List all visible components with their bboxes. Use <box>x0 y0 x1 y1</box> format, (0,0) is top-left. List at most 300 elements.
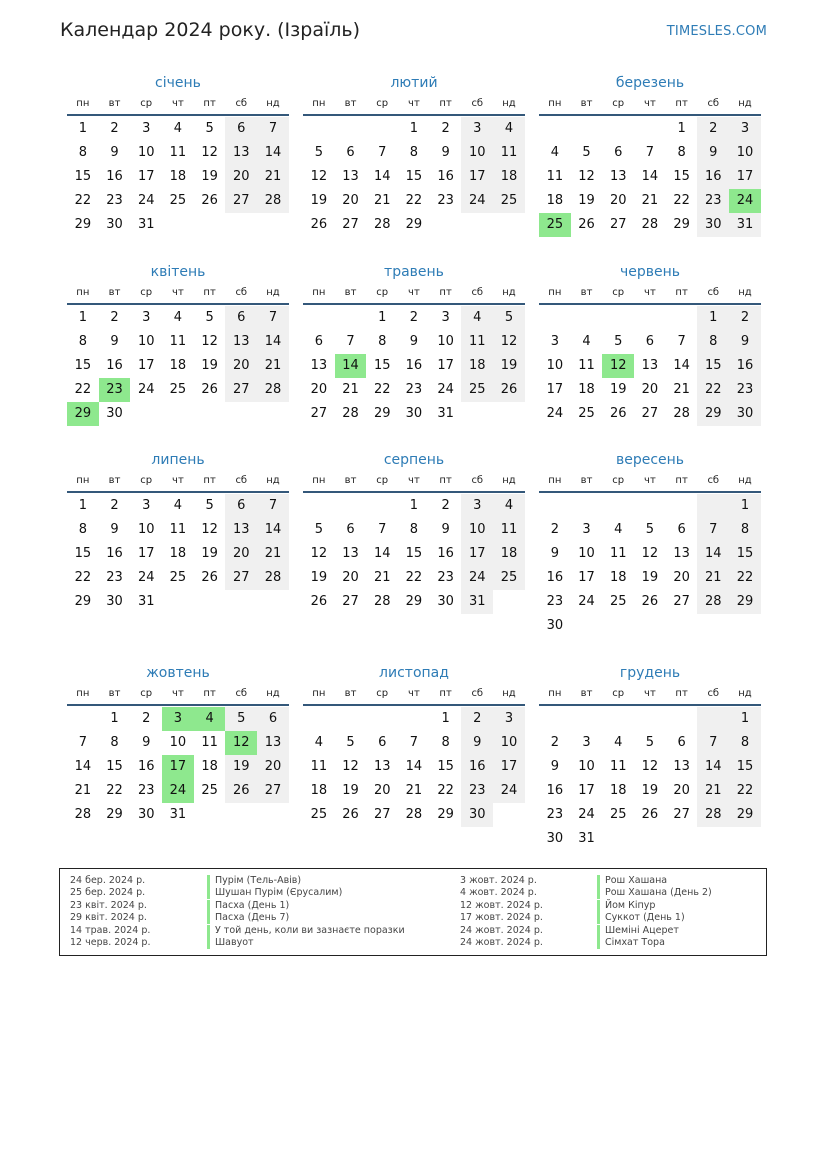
day-cell[interactable]: 18 <box>493 542 525 566</box>
day-cell[interactable]: 4 <box>173 121 183 136</box>
day-cell[interactable]: 26 <box>641 594 659 609</box>
day-cell[interactable]: 16 <box>697 165 729 189</box>
day-cell[interactable]: 4 <box>582 334 591 349</box>
day-cell[interactable]: 18 <box>169 546 187 561</box>
day-cell[interactable]: 22 <box>405 570 423 585</box>
day-cell[interactable]: 31 <box>461 590 493 614</box>
day-cell[interactable]: 9 <box>461 731 493 755</box>
day-cell[interactable]: 1 <box>378 310 387 325</box>
day-cell[interactable]: 3 <box>550 334 559 349</box>
site-link[interactable]: TIMESLES.COM <box>666 24 767 39</box>
day-cell[interactable]: 11 <box>310 759 328 774</box>
day-cell[interactable]: 31 <box>137 594 155 609</box>
day-cell[interactable]: 3 <box>729 117 761 141</box>
day-cell[interactable]: 24 <box>578 807 595 822</box>
day-cell[interactable]: 20 <box>373 783 391 798</box>
day-cell[interactable]: 24 <box>137 570 155 585</box>
day-cell[interactable]: 28 <box>697 803 729 827</box>
day-cell[interactable]: 23 <box>106 193 123 208</box>
day-cell[interactable]: 26 <box>225 779 257 803</box>
day-cell[interactable]: 27 <box>673 594 690 609</box>
day-cell[interactable]: 10 <box>546 358 564 373</box>
day-cell[interactable]: 17 <box>729 165 761 189</box>
day-cell[interactable]: 13 <box>342 169 359 184</box>
day-cell[interactable]: 18 <box>461 354 493 378</box>
day-cell[interactable]: 28 <box>257 189 289 213</box>
day-cell[interactable]: 16 <box>461 755 493 779</box>
day-cell[interactable]: 27 <box>342 594 359 609</box>
day-cell[interactable]: 7 <box>257 306 289 330</box>
day-cell[interactable]: 1 <box>78 310 87 325</box>
day-cell[interactable]: 30 <box>461 803 493 827</box>
day-cell[interactable]: 29 <box>697 402 729 426</box>
day-cell[interactable]: 19 <box>225 755 257 779</box>
day-cell[interactable]: 22 <box>74 193 92 208</box>
day-cell[interactable]: 6 <box>614 145 623 160</box>
day-cell[interactable]: 10 <box>137 334 155 349</box>
day-cell[interactable]: 8 <box>409 145 419 160</box>
day-cell[interactable]: 5 <box>645 522 655 537</box>
day-cell[interactable]: 16 <box>405 358 423 373</box>
day-cell[interactable]: 25 <box>169 570 187 585</box>
day-cell[interactable]: 7 <box>378 145 387 160</box>
day-cell[interactable]: 23 <box>137 783 155 798</box>
day-cell[interactable]: 5 <box>225 707 257 731</box>
day-cell[interactable]: 11 <box>493 518 525 542</box>
day-cell[interactable]: 12 <box>201 522 218 537</box>
day-cell[interactable]: 17 <box>137 546 155 561</box>
day-cell[interactable]: 24 <box>437 382 454 397</box>
day-cell[interactable]: 16 <box>546 783 564 798</box>
day-cell[interactable]: 8 <box>78 334 87 349</box>
day-cell[interactable]: 26 <box>578 217 595 232</box>
day-cell[interactable]: 21 <box>673 382 690 397</box>
day-cell[interactable]: 19 <box>201 358 218 373</box>
day-cell[interactable]: 2 <box>142 711 151 726</box>
day-cell[interactable]: 23 <box>405 382 423 397</box>
day-cell[interactable]: 19 <box>641 570 659 585</box>
day-cell[interactable]: 30 <box>546 831 564 846</box>
day-cell[interactable]: 25 <box>201 783 218 798</box>
day-cell[interactable]: 16 <box>106 358 123 373</box>
day-cell[interactable]: 2 <box>550 735 559 750</box>
day-cell[interactable]: 20 <box>225 165 257 189</box>
day-cell[interactable]: 21 <box>257 542 289 566</box>
day-cell[interactable]: 17 <box>162 755 194 779</box>
day-cell[interactable]: 15 <box>437 759 454 774</box>
day-cell[interactable]: 1 <box>110 711 119 726</box>
day-cell[interactable]: 20 <box>342 570 359 585</box>
day-cell[interactable]: 13 <box>342 546 359 561</box>
day-cell[interactable]: 16 <box>106 169 123 184</box>
day-cell[interactable]: 5 <box>205 310 214 325</box>
day-cell[interactable]: 21 <box>697 566 729 590</box>
day-cell[interactable]: 29 <box>373 406 391 421</box>
day-cell[interactable]: 28 <box>373 217 391 232</box>
day-cell[interactable]: 28 <box>697 590 729 614</box>
day-cell[interactable]: 15 <box>74 358 92 373</box>
day-cell[interactable]: 22 <box>729 779 761 803</box>
day-cell[interactable]: 18 <box>310 783 328 798</box>
day-cell[interactable]: 1 <box>729 494 761 518</box>
day-cell[interactable]: 26 <box>310 594 328 609</box>
day-cell[interactable]: 18 <box>169 169 187 184</box>
day-cell[interactable]: 17 <box>461 165 493 189</box>
day-cell[interactable]: 7 <box>677 334 686 349</box>
day-cell[interactable]: 9 <box>441 145 450 160</box>
day-cell[interactable]: 6 <box>677 522 686 537</box>
day-cell[interactable]: 31 <box>137 217 155 232</box>
day-cell[interactable]: 24 <box>137 382 155 397</box>
day-cell[interactable]: 25 <box>169 382 187 397</box>
day-cell[interactable]: 7 <box>697 731 729 755</box>
day-cell[interactable]: 1 <box>697 306 729 330</box>
day-cell[interactable]: 8 <box>78 145 87 160</box>
day-cell[interactable]: 3 <box>142 310 151 325</box>
day-cell[interactable]: 9 <box>729 330 761 354</box>
day-cell[interactable]: 23 <box>546 807 564 822</box>
day-cell[interactable]: 19 <box>310 570 328 585</box>
day-cell[interactable]: 2 <box>409 310 419 325</box>
day-cell[interactable]: 5 <box>314 522 323 537</box>
day-cell[interactable]: 16 <box>437 169 454 184</box>
day-cell[interactable]: 12 <box>201 334 218 349</box>
day-cell[interactable]: 13 <box>609 169 627 184</box>
day-cell[interactable]: 28 <box>641 217 659 232</box>
day-cell[interactable]: 18 <box>201 759 218 774</box>
day-cell[interactable]: 24 <box>729 189 761 213</box>
day-cell[interactable]: 16 <box>137 759 155 774</box>
day-cell[interactable]: 7 <box>645 145 655 160</box>
day-cell[interactable]: 17 <box>493 755 525 779</box>
day-cell[interactable]: 25 <box>310 807 328 822</box>
day-cell[interactable]: 2 <box>729 306 761 330</box>
day-cell[interactable]: 10 <box>169 735 187 750</box>
day-cell[interactable]: 22 <box>673 193 690 208</box>
day-cell[interactable]: 7 <box>409 735 419 750</box>
day-cell[interactable]: 22 <box>106 783 123 798</box>
day-cell[interactable]: 14 <box>257 518 289 542</box>
day-cell[interactable]: 29 <box>67 402 99 426</box>
day-cell[interactable]: 5 <box>205 121 214 136</box>
day-cell[interactable]: 6 <box>346 522 355 537</box>
day-cell[interactable]: 1 <box>409 121 419 136</box>
day-cell[interactable]: 17 <box>137 169 155 184</box>
day-cell[interactable]: 30 <box>106 217 123 232</box>
day-cell[interactable]: 1 <box>441 711 450 726</box>
day-cell[interactable]: 18 <box>546 193 564 208</box>
day-cell[interactable]: 3 <box>582 735 591 750</box>
day-cell[interactable]: 20 <box>609 193 627 208</box>
day-cell[interactable]: 3 <box>142 498 151 513</box>
day-cell[interactable]: 15 <box>74 546 92 561</box>
day-cell[interactable]: 20 <box>225 354 257 378</box>
day-cell[interactable]: 8 <box>78 522 87 537</box>
day-cell[interactable]: 26 <box>609 406 627 421</box>
day-cell[interactable]: 9 <box>110 145 119 160</box>
day-cell[interactable]: 26 <box>201 193 218 208</box>
day-cell[interactable]: 30 <box>137 807 155 822</box>
day-cell[interactable]: 6 <box>677 735 686 750</box>
day-cell[interactable]: 3 <box>493 707 525 731</box>
day-cell[interactable]: 16 <box>729 354 761 378</box>
day-cell[interactable]: 11 <box>169 334 187 349</box>
day-cell[interactable]: 28 <box>74 807 92 822</box>
day-cell[interactable]: 7 <box>697 518 729 542</box>
day-cell[interactable]: 6 <box>314 334 323 349</box>
day-cell[interactable]: 15 <box>729 542 761 566</box>
day-cell[interactable]: 27 <box>257 779 289 803</box>
day-cell[interactable]: 4 <box>173 498 183 513</box>
day-cell[interactable]: 5 <box>582 145 591 160</box>
day-cell[interactable]: 7 <box>378 522 387 537</box>
day-cell[interactable]: 29 <box>106 807 123 822</box>
day-cell[interactable]: 23 <box>437 570 454 585</box>
day-cell[interactable]: 30 <box>405 406 423 421</box>
day-cell[interactable]: 4 <box>493 117 525 141</box>
day-cell[interactable]: 27 <box>673 807 690 822</box>
day-cell[interactable]: 24 <box>461 189 493 213</box>
day-cell[interactable]: 2 <box>110 121 119 136</box>
day-cell[interactable]: 13 <box>373 759 391 774</box>
day-cell[interactable]: 6 <box>225 494 257 518</box>
day-cell[interactable]: 18 <box>609 570 627 585</box>
day-cell[interactable]: 21 <box>74 783 92 798</box>
day-cell[interactable]: 21 <box>697 779 729 803</box>
day-cell[interactable]: 25 <box>461 378 493 402</box>
day-cell[interactable]: 12 <box>310 169 328 184</box>
day-cell[interactable]: 11 <box>493 141 525 165</box>
day-cell[interactable]: 3 <box>441 310 450 325</box>
day-cell[interactable]: 14 <box>373 546 391 561</box>
day-cell[interactable]: 26 <box>493 378 525 402</box>
day-cell[interactable]: 20 <box>257 755 289 779</box>
day-cell[interactable]: 28 <box>257 566 289 590</box>
day-cell[interactable]: 5 <box>314 145 323 160</box>
day-cell[interactable]: 26 <box>201 570 218 585</box>
day-cell[interactable]: 6 <box>645 334 655 349</box>
day-cell[interactable]: 10 <box>493 731 525 755</box>
day-cell[interactable]: 10 <box>437 334 454 349</box>
day-cell[interactable]: 4 <box>314 735 323 750</box>
day-cell[interactable]: 11 <box>578 358 595 373</box>
day-cell[interactable]: 27 <box>609 217 627 232</box>
day-cell[interactable]: 14 <box>373 169 391 184</box>
day-cell[interactable]: 5 <box>493 306 525 330</box>
day-cell[interactable]: 29 <box>729 803 761 827</box>
day-cell[interactable]: 6 <box>378 735 387 750</box>
day-cell[interactable]: 8 <box>697 330 729 354</box>
day-cell[interactable]: 19 <box>641 783 659 798</box>
day-cell[interactable]: 29 <box>673 217 690 232</box>
day-cell[interactable]: 9 <box>142 735 151 750</box>
day-cell[interactable]: 21 <box>405 783 423 798</box>
day-cell[interactable]: 23 <box>461 779 493 803</box>
day-cell[interactable]: 21 <box>342 382 359 397</box>
day-cell[interactable]: 2 <box>441 498 450 513</box>
day-cell[interactable]: 22 <box>74 570 92 585</box>
day-cell[interactable]: 20 <box>673 783 690 798</box>
day-cell[interactable]: 18 <box>609 783 627 798</box>
day-cell[interactable]: 8 <box>677 145 686 160</box>
day-cell[interactable]: 23 <box>729 378 761 402</box>
day-cell[interactable]: 4 <box>194 707 226 731</box>
day-cell[interactable]: 1 <box>78 121 87 136</box>
day-cell[interactable]: 6 <box>225 117 257 141</box>
day-cell[interactable]: 1 <box>729 707 761 731</box>
day-cell[interactable]: 7 <box>257 117 289 141</box>
day-cell[interactable]: 5 <box>346 735 355 750</box>
day-cell[interactable]: 29 <box>729 590 761 614</box>
day-cell[interactable]: 31 <box>169 807 187 822</box>
day-cell[interactable]: 19 <box>342 783 359 798</box>
day-cell[interactable]: 25 <box>609 807 627 822</box>
day-cell[interactable]: 31 <box>437 406 454 421</box>
day-cell[interactable]: 17 <box>578 783 595 798</box>
day-cell[interactable]: 27 <box>225 189 257 213</box>
day-cell[interactable]: 23 <box>697 189 729 213</box>
day-cell[interactable]: 9 <box>409 334 419 349</box>
day-cell[interactable]: 14 <box>697 755 729 779</box>
day-cell[interactable]: 22 <box>697 378 729 402</box>
day-cell[interactable]: 8 <box>729 731 761 755</box>
day-cell[interactable]: 23 <box>99 378 131 402</box>
day-cell[interactable]: 26 <box>342 807 359 822</box>
day-cell[interactable]: 21 <box>257 354 289 378</box>
day-cell[interactable]: 14 <box>257 141 289 165</box>
day-cell[interactable]: 5 <box>614 334 623 349</box>
day-cell[interactable]: 9 <box>550 546 559 561</box>
day-cell[interactable]: 24 <box>546 406 564 421</box>
day-cell[interactable]: 22 <box>74 382 92 397</box>
day-cell[interactable]: 1 <box>409 498 419 513</box>
day-cell[interactable]: 18 <box>169 358 187 373</box>
day-cell[interactable]: 31 <box>578 831 595 846</box>
day-cell[interactable]: 12 <box>602 354 634 378</box>
day-cell[interactable]: 9 <box>697 141 729 165</box>
day-cell[interactable]: 30 <box>546 618 564 633</box>
day-cell[interactable]: 10 <box>729 141 761 165</box>
day-cell[interactable]: 8 <box>441 735 450 750</box>
day-cell[interactable]: 11 <box>169 522 187 537</box>
day-cell[interactable]: 23 <box>437 193 454 208</box>
day-cell[interactable]: 28 <box>673 406 690 421</box>
day-cell[interactable]: 27 <box>373 807 391 822</box>
day-cell[interactable]: 10 <box>137 522 155 537</box>
day-cell[interactable]: 29 <box>74 594 92 609</box>
day-cell[interactable]: 29 <box>437 807 454 822</box>
day-cell[interactable]: 21 <box>373 193 391 208</box>
day-cell[interactable]: 24 <box>578 594 595 609</box>
day-cell[interactable]: 25 <box>609 594 627 609</box>
day-cell[interactable]: 4 <box>614 522 623 537</box>
day-cell[interactable]: 2 <box>697 117 729 141</box>
day-cell[interactable]: 18 <box>493 165 525 189</box>
day-cell[interactable]: 16 <box>546 570 564 585</box>
day-cell[interactable]: 4 <box>614 735 623 750</box>
day-cell[interactable]: 28 <box>342 406 359 421</box>
day-cell[interactable]: 28 <box>405 807 423 822</box>
day-cell[interactable]: 20 <box>225 542 257 566</box>
day-cell[interactable]: 17 <box>546 382 564 397</box>
day-cell[interactable]: 6 <box>225 306 257 330</box>
day-cell[interactable]: 30 <box>729 402 761 426</box>
day-cell[interactable]: 8 <box>729 518 761 542</box>
day-cell[interactable]: 21 <box>373 570 391 585</box>
day-cell[interactable]: 12 <box>225 731 257 755</box>
day-cell[interactable]: 1 <box>78 498 87 513</box>
day-cell[interactable]: 25 <box>578 406 595 421</box>
day-cell[interactable]: 9 <box>110 522 119 537</box>
day-cell[interactable]: 22 <box>729 566 761 590</box>
day-cell[interactable]: 10 <box>578 546 595 561</box>
day-cell[interactable]: 11 <box>201 735 218 750</box>
day-cell[interactable]: 28 <box>257 378 289 402</box>
day-cell[interactable]: 27 <box>342 217 359 232</box>
day-cell[interactable]: 27 <box>641 406 659 421</box>
day-cell[interactable]: 2 <box>550 522 559 537</box>
day-cell[interactable]: 24 <box>137 193 155 208</box>
day-cell[interactable]: 20 <box>310 382 328 397</box>
day-cell[interactable]: 13 <box>225 330 257 354</box>
day-cell[interactable]: 14 <box>335 354 367 378</box>
day-cell[interactable]: 19 <box>201 169 218 184</box>
day-cell[interactable]: 3 <box>162 707 194 731</box>
day-cell[interactable]: 2 <box>461 707 493 731</box>
day-cell[interactable]: 19 <box>201 546 218 561</box>
day-cell[interactable]: 15 <box>697 354 729 378</box>
day-cell[interactable]: 14 <box>641 169 659 184</box>
day-cell[interactable]: 16 <box>437 546 454 561</box>
day-cell[interactable]: 1 <box>677 121 686 136</box>
day-cell[interactable]: 10 <box>461 141 493 165</box>
day-cell[interactable]: 17 <box>437 358 454 373</box>
day-cell[interactable]: 13 <box>257 731 289 755</box>
day-cell[interactable]: 30 <box>697 213 729 237</box>
day-cell[interactable]: 19 <box>310 193 328 208</box>
day-cell[interactable]: 3 <box>461 117 493 141</box>
day-cell[interactable]: 10 <box>461 518 493 542</box>
day-cell[interactable]: 20 <box>342 193 359 208</box>
day-cell[interactable]: 4 <box>493 494 525 518</box>
day-cell[interactable]: 11 <box>169 145 187 160</box>
day-cell[interactable]: 21 <box>257 165 289 189</box>
day-cell[interactable]: 17 <box>461 542 493 566</box>
day-cell[interactable]: 7 <box>78 735 87 750</box>
day-cell[interactable]: 13 <box>225 518 257 542</box>
day-cell[interactable]: 20 <box>641 382 659 397</box>
day-cell[interactable]: 11 <box>609 759 627 774</box>
day-cell[interactable]: 26 <box>310 217 328 232</box>
day-cell[interactable]: 29 <box>405 594 423 609</box>
day-cell[interactable]: 10 <box>137 145 155 160</box>
day-cell[interactable]: 21 <box>641 193 659 208</box>
day-cell[interactable]: 25 <box>539 213 571 237</box>
day-cell[interactable]: 25 <box>169 193 187 208</box>
day-cell[interactable]: 12 <box>310 546 328 561</box>
day-cell[interactable]: 19 <box>609 382 627 397</box>
day-cell[interactable]: 3 <box>142 121 151 136</box>
day-cell[interactable]: 15 <box>673 169 690 184</box>
day-cell[interactable]: 13 <box>641 358 659 373</box>
day-cell[interactable]: 2 <box>441 121 450 136</box>
day-cell[interactable]: 13 <box>310 358 328 373</box>
day-cell[interactable]: 12 <box>578 169 595 184</box>
day-cell[interactable]: 14 <box>74 759 92 774</box>
day-cell[interactable]: 28 <box>373 594 391 609</box>
day-cell[interactable]: 6 <box>346 145 355 160</box>
day-cell[interactable]: 17 <box>137 358 155 373</box>
